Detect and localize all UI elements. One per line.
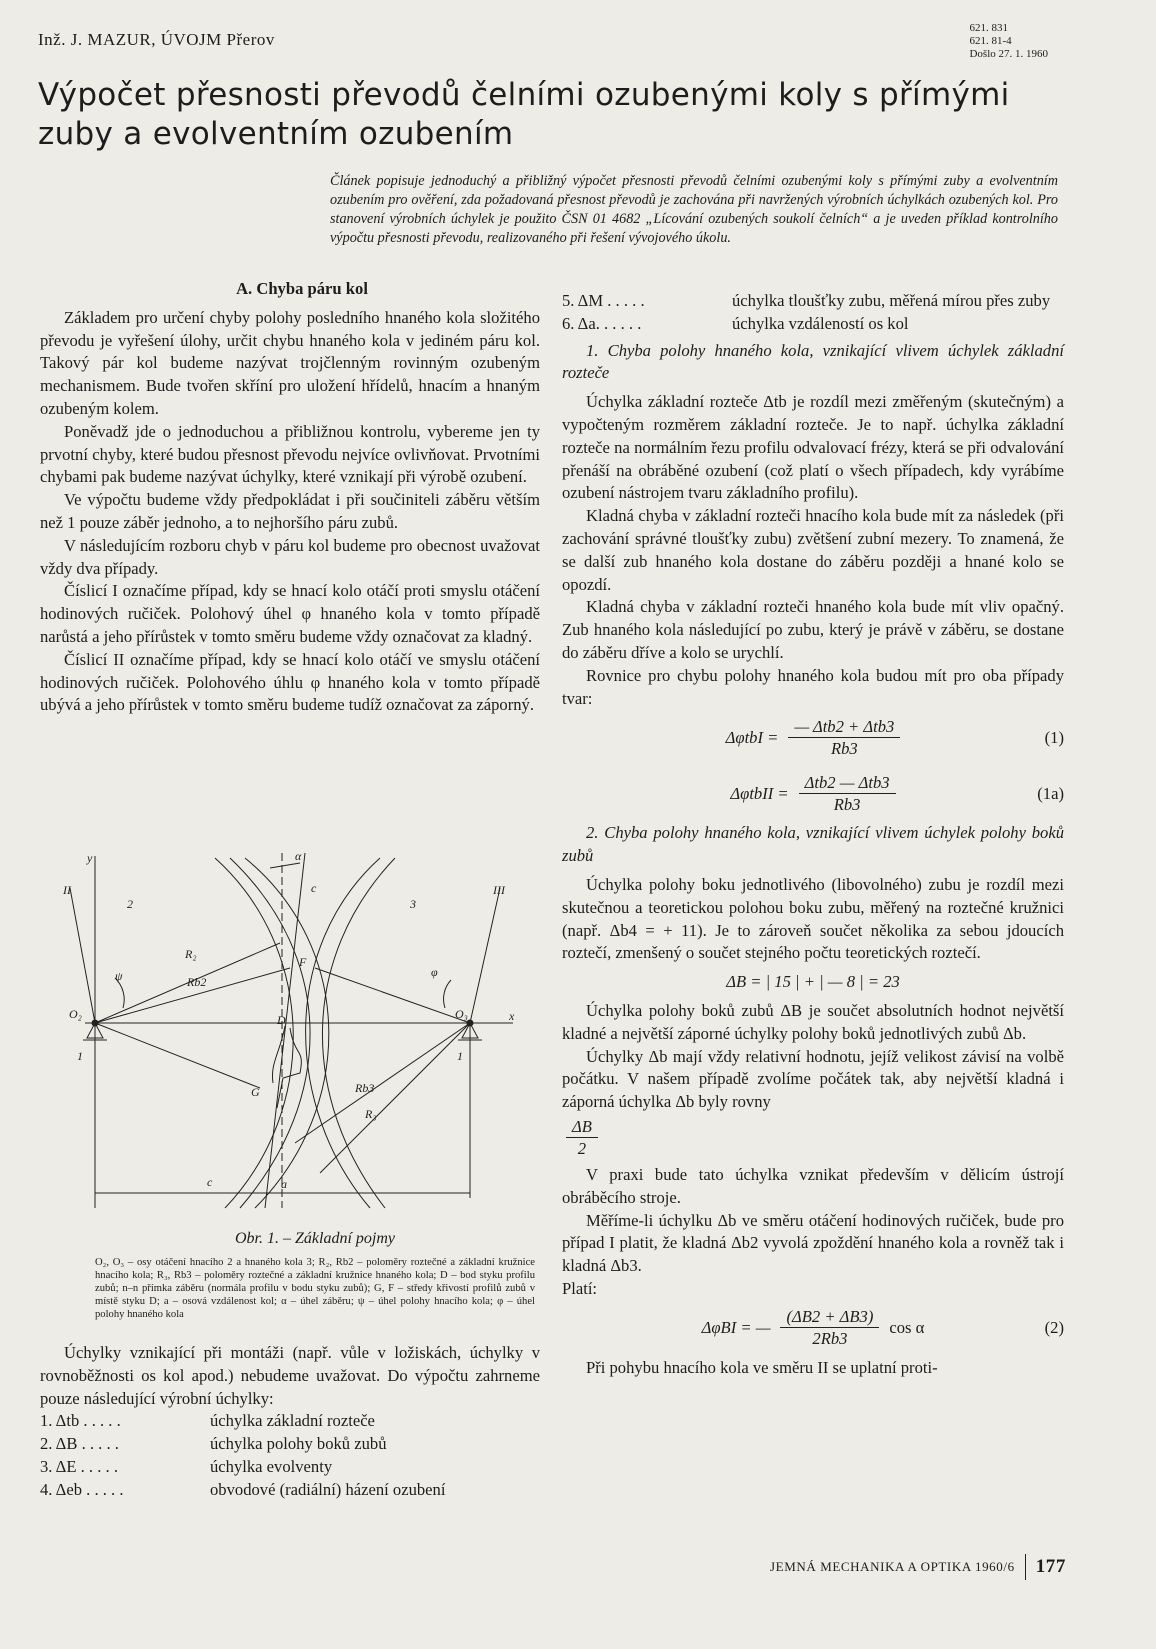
label-Rb2: Rb2: [187, 975, 207, 989]
fraction-half: $\frac{\Delta B}{2}$: [562, 1116, 1064, 1160]
radius-Rb3: [295, 1023, 470, 1143]
paragraph: V následujícím rozboru chyb v páru kol budeme pro obecnost uvažovat vždy dva případy.: [40, 535, 540, 578]
gear-diagram: [55, 848, 525, 1218]
paragraph: V praxi bude tato úchylka vznikat především v dělicím ústrojí obráběcího stroje.: [562, 1164, 1064, 1207]
label-O3: O₃: [455, 1007, 468, 1021]
label-O2: O₂: [69, 1007, 82, 1021]
paragraph: Platí:: [562, 1278, 598, 1298]
received-date: Došlo 27. 1. 1960: [969, 48, 1048, 60]
subsection-heading: 1. Chyba polohy hnaného kola, vznikající vlivem úchylek základní rozteče: [562, 340, 1064, 383]
left-column-top: [40, 278, 540, 717]
line-O2-G: [95, 1023, 260, 1088]
label-R3: R₃: [365, 1107, 377, 1121]
udc-line: 621. 831: [969, 22, 1008, 34]
caption-body: O₂, O₃ – osy otáčení hnacího 2 a hnaného kola 3; R₂, Rb2 – poloměry roztečné a základní kružnice hnacího kola; R₃, Rb3 – poloměry roztečné a základní kružnice hnaného kola; D – bod styku profilu zubů; n–n přímka záběru (normála profilu v bodu styku zubů); G, F – středy křivostí profilů zubů v místě styku D; a – osová vzdálenost kol; α – úhel záběru; ψ – úhel polohy hnacího kola; φ – úhel polohy hnaného kola: [95, 1257, 535, 1320]
label-1-right: 1: [457, 1049, 463, 1063]
list-item: 1. Δtb . . . . . úchylka základní rozteče: [40, 1411, 375, 1431]
center-O2: [92, 1020, 98, 1026]
page-number: 177: [1035, 1556, 1066, 1577]
label-y: y: [87, 851, 93, 865]
paragraph: Měříme-li úchylku Δb ve směru otáčení hodinových ručiček, bude pro případ I platit, že kladná Δb2 vyvolá zpoždění hnaného kola a rovněž tak i kladná Δb3.: [562, 1210, 1064, 1276]
paragraph: Číslicí I označíme případ, kdy se hnací kolo otáčí proti smyslu otáčení hodinových ručiček. Polohový úhel φ hnaného kola v tomto případě narůstá a jeho přírůstek v tomto směru budeme vždy označovat za kladný.: [40, 581, 540, 646]
base-circle-3: [306, 858, 380, 1208]
ray-III: [470, 888, 500, 1023]
section-heading: A. Chyba páru kol: [236, 279, 368, 298]
paragraph: Ve výpočtu budeme vždy předpokládat i při součiniteli záběru větším než 1 pouze záběr jednoho, a to nejhoršího páru zubů.: [40, 490, 540, 532]
label-psi: ψ: [115, 969, 123, 983]
article-title: Výpočet přesnosti převodů čelními ozubenými koly s přímými zuby a evolventním ozubením: [38, 77, 1010, 152]
label-x: x: [509, 1009, 515, 1023]
equation-deltaB: ΔB = | 15 | + | — 8 | = 23: [726, 972, 900, 992]
alpha-arc: [270, 863, 300, 868]
paragraph: Rovnice pro chybu polohy hnaného kola budou mít pro oba případy tvar:: [562, 665, 1064, 708]
equation-1: ΔφtbI = $\frac{\text{— Δtb2 + Δtb3}}{Rb3}$ (1): [725, 716, 1064, 758]
figure-caption: [95, 1230, 535, 1321]
left-column-bottom: [40, 1342, 540, 1502]
list-item: 3. ΔE . . . . . úchylka evolventy: [40, 1456, 333, 1476]
paragraph: Úchylka polohy boku jednotlivého (libovolného) zubu je rozdíl mezi skutečnou a teoretickou polohou boku zubu, měřený na roztečné kružnici (např. Δb4 = + 11). Je to zároveň součet několika za sebou jdoucích roztečí, zmenšený o součet stejného počtu teoretických roztečí.: [562, 874, 1064, 963]
paragraph: Úchylky Δb mají vždy relativní hodnotu, jejíž velikost závisí na volbě počátku. V našem případě zvolíme počátek tak, aby největší kladná i záporná úchylka Δb byly rovny: [562, 1046, 1064, 1112]
page-footer: [770, 1554, 1066, 1580]
subsection-heading: 2. Chyba polohy hnaného kola, vznikající vlivem úchylek polohy boků zubů: [562, 823, 1064, 866]
label-2: 2: [127, 897, 133, 911]
udc-block: [969, 22, 1048, 61]
paragraph: Úchylka polohy boků zubů ΔB je součet absolutních hodnot největší kladné a největší záporné úchylky polohy boků jednotlivých zubů Δb.: [562, 1000, 1064, 1043]
udc-line: 621. 81-4: [969, 35, 1012, 47]
list-item: 6. Δa. . . . . . úchylka vzdáleností os kol: [562, 313, 909, 333]
label-c-bottom: c: [207, 1175, 213, 1189]
paragraph: Kladná chyba v základní rozteči hnaného kola bude mít vliv opačný. Zub hnaného kola následující po zubu, který je právě v záběru, se dostane do záběru dříve a kolo se urychlí.: [562, 597, 1064, 662]
footer-divider: [1025, 1554, 1026, 1580]
line-O3-F: [315, 968, 470, 1023]
label-R2: R₂: [185, 947, 197, 961]
pitch-circle-2: [215, 858, 293, 1208]
paragraph: Číslicí II označíme případ, kdy se hnací kolo otáčí ve smyslu otáčení hodinových ručiček. Polohového úhlu φ hnaného kola v tomto případě ubývá a jeho přírůstek v tomto směru budeme tudíž označovat za záporný.: [40, 649, 540, 715]
equation-2: ΔφBI = — $\frac{(\Delta B2 + \Delta B3)}{2Rb3}$ cos α (2): [701, 1307, 1064, 1349]
author-line: Inž. J. MAZUR, ÚVOJM Přerov: [38, 30, 275, 49]
paragraph: Úchylka základní rozteče Δtb je rozdíl mezi změřeným (skutečným) a vypočteným rozměrem základní rozteče. Je to např. úchylka základní rozteče na normálním řezu profilu odvalovací frézy, která se při odvalování přenáší na obráběné ozubení (což platí o všech případech, kdy vyrábíme ozubení nástrojem tvaru základního profilu).: [562, 392, 1064, 503]
label-a: a: [281, 1177, 287, 1191]
paragraph: Při pohybu hnacího kola ve směru II se uplatní proti-: [586, 1357, 938, 1377]
label-c-top: c: [311, 881, 317, 895]
journal-name: JEMNÁ MECHANIKA A OPTIKA 1960/6: [770, 1559, 1015, 1574]
label-II: II: [63, 883, 71, 897]
abstract: Článek popisuje jednoduchý a přibližný výpočet přesnosti převodů čelními ozubenými koly s přímými zuby a evolventním ozubením pro ověření, zda požadovaná přesnost převodů je zachována při navržených výrobních úchylkách ozubených kol. Pro stanovení výrobních úchylek je použito ČSN 01 4682 „Lícování ozubených soukolí čelních“ a je uveden příklad kontrolního výpočtu přesnosti převodu, realizovaného při řešení vývojového úkolu.: [330, 173, 1058, 246]
pitch-circle-3: [322, 858, 395, 1208]
label-Rb3: Rb3: [355, 1081, 375, 1095]
caption-title: Obr. 1. – Základní pojmy: [235, 1230, 395, 1247]
label-3: 3: [410, 897, 416, 911]
label-alpha: α: [295, 849, 302, 863]
list-item: 2. ΔB . . . . . úchylka polohy boků zubů: [40, 1434, 387, 1454]
tip-circle-2: [245, 858, 329, 1208]
right-column: [562, 290, 1064, 1379]
list-item: 5. ΔM . . . . . úchylka tloušťky zubu, měřená mírou přes zuby: [562, 291, 1051, 310]
label-phi: φ: [431, 965, 438, 979]
paragraph: Úchylky vznikající při montáži (např. vůle v ložiskách, úchylky v rovnoběžnosti os kol apod.) nebudeme uvažovat. Do výpočtu zahrneme pouze následující výrobní úchylky:: [40, 1343, 540, 1408]
label-D: D: [277, 1013, 286, 1027]
tooth-profile-2: [272, 1026, 285, 1083]
radius-R3: [320, 1023, 470, 1173]
ray-II: [70, 888, 95, 1023]
paragraph: Základem pro určení chyby polohy posledního hnaného kola složitého převodu je vyřešení úlohy, určit chybu hnaného kola v jediném páru kol. Takový pár kol budeme nazývat trojčlenným rovinným ozubeným mechanismem. Bude tvořen skříní pro uložení hřídelů, hnacím a hnaným ozubeným kolem.: [40, 307, 540, 418]
label-G: G: [251, 1085, 260, 1099]
equation-1a: ΔφtbII = $\frac{\text{Δtb2 — Δtb3}}{Rb3}$ (1a): [730, 772, 1064, 814]
label-1-left: 1: [77, 1049, 83, 1063]
paragraph: Kladná chyba v základní rozteči hnacího kola bude mít za následek (při zachování správné tloušťky zubu) zvětšení zubní mezery. To znamená, že se další zub hnaného kola dostane do záběru později a hnané kolo se opozdí.: [562, 506, 1064, 594]
label-III: III: [493, 883, 505, 897]
angle-phi: [444, 980, 451, 1008]
paragraph: Poněvadž jde o jednoduchou a přibližnou kontrolu, vybereme jen ty prvotní chyby, které budou přesnost převodu nejvíce ovlivňovat. Prvotními chybami pak budeme nazývat úchylky, které vznikají při výrobě ozubení.: [40, 421, 540, 487]
label-F: F: [299, 955, 307, 969]
list-item: 4. Δeb . . . . . obvodové (radiální) házení ozubení: [40, 1479, 446, 1499]
